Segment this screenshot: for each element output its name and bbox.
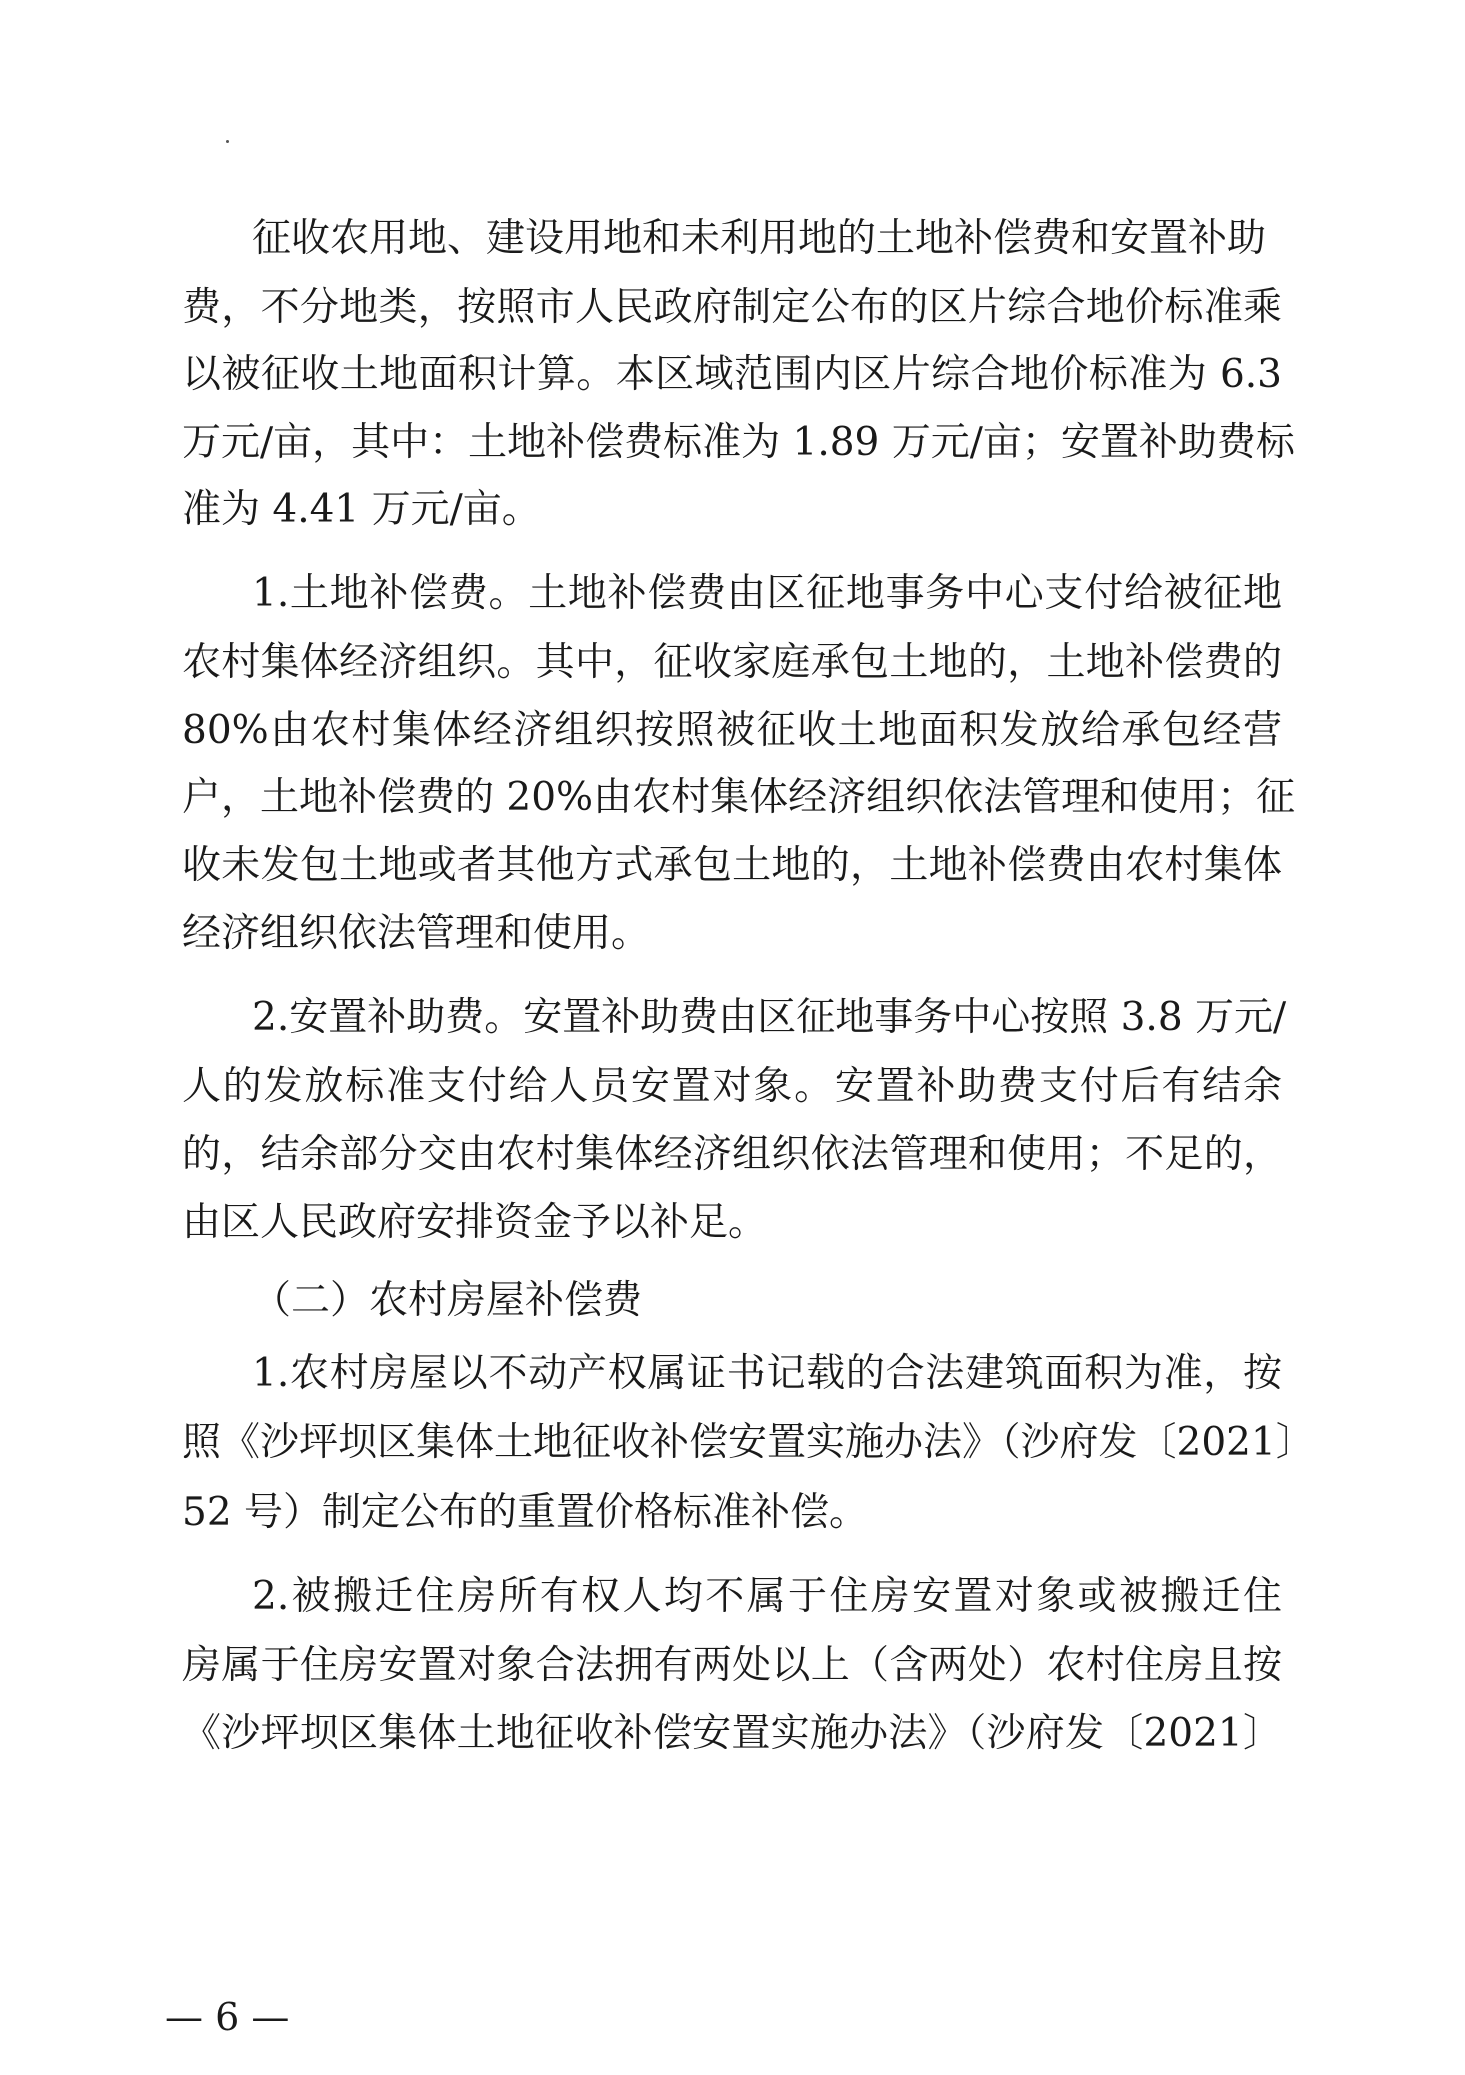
text-line: 《沙坪坝区集体土地征收补偿安置实施办法》（沙府发〔2021〕	[182, 1711, 1282, 1756]
scan-speck	[226, 140, 229, 143]
text-line: 征收农用地、建设用地和未利用地的土地补偿费和安置补助	[252, 216, 1267, 261]
text-line: 经济组织依法管理和使用。	[182, 911, 651, 956]
text-line: 准为 4.41 万元/亩。	[182, 487, 541, 532]
text-line: 户，土地补偿费的 20%由农村集体经济组织依法管理和使用；征	[182, 775, 1296, 820]
text-line: 费，不分地类，按照市人民政府制定公布的区片综合地价标准乘	[182, 285, 1282, 330]
text-line: 房属于住房安置对象合法拥有两处以上（含两处）农村住房且按	[182, 1643, 1282, 1688]
section-heading: （二）农村房屋补偿费	[252, 1278, 643, 1323]
text-line: 由区人民政府安排资金予以补足。	[182, 1200, 768, 1245]
text-line: 照《沙坪坝区集体土地征收补偿安置实施办法》（沙府发〔2021〕	[182, 1420, 1315, 1465]
text-line: 80%由农村集体经济组织按照被征收土地面积发放给承包经营	[182, 708, 1282, 753]
text-line: 收未发包土地或者其他方式承包土地的，土地补偿费由农村集体	[182, 843, 1282, 888]
text-line: 2.安置补助费。安置补助费由区征地事务中心按照 3.8 万元/	[252, 995, 1287, 1040]
text-line: 万元/亩，其中：土地补偿费标准为 1.89 万元/亩；安置补助费标	[182, 420, 1295, 465]
text-line: 的，结余部分交由农村集体经济组织依法管理和使用；不足的，	[182, 1132, 1282, 1177]
text-line: 农村集体经济组织。其中，征收家庭承包土地的，土地补偿费的	[182, 640, 1282, 685]
text-line: 52 号）制定公布的重置价格标准补偿。	[182, 1490, 869, 1535]
text-line: 以被征收土地面积计算。本区域范围内区片综合地价标准为 6.3	[182, 352, 1282, 397]
text-line: 人的发放标准支付给人员安置对象。安置补助费支付后有结余	[182, 1064, 1282, 1109]
text-line: 1.土地补偿费。土地补偿费由区征地事务中心支付给被征地	[252, 571, 1282, 616]
page-number: — 6 —	[165, 1995, 290, 2039]
text-line: 2.被搬迁住房所有权人均不属于住房安置对象或被搬迁住	[252, 1574, 1282, 1619]
text-line: 1.农村房屋以不动产权属证书记载的合法建筑面积为准，按	[252, 1351, 1282, 1396]
